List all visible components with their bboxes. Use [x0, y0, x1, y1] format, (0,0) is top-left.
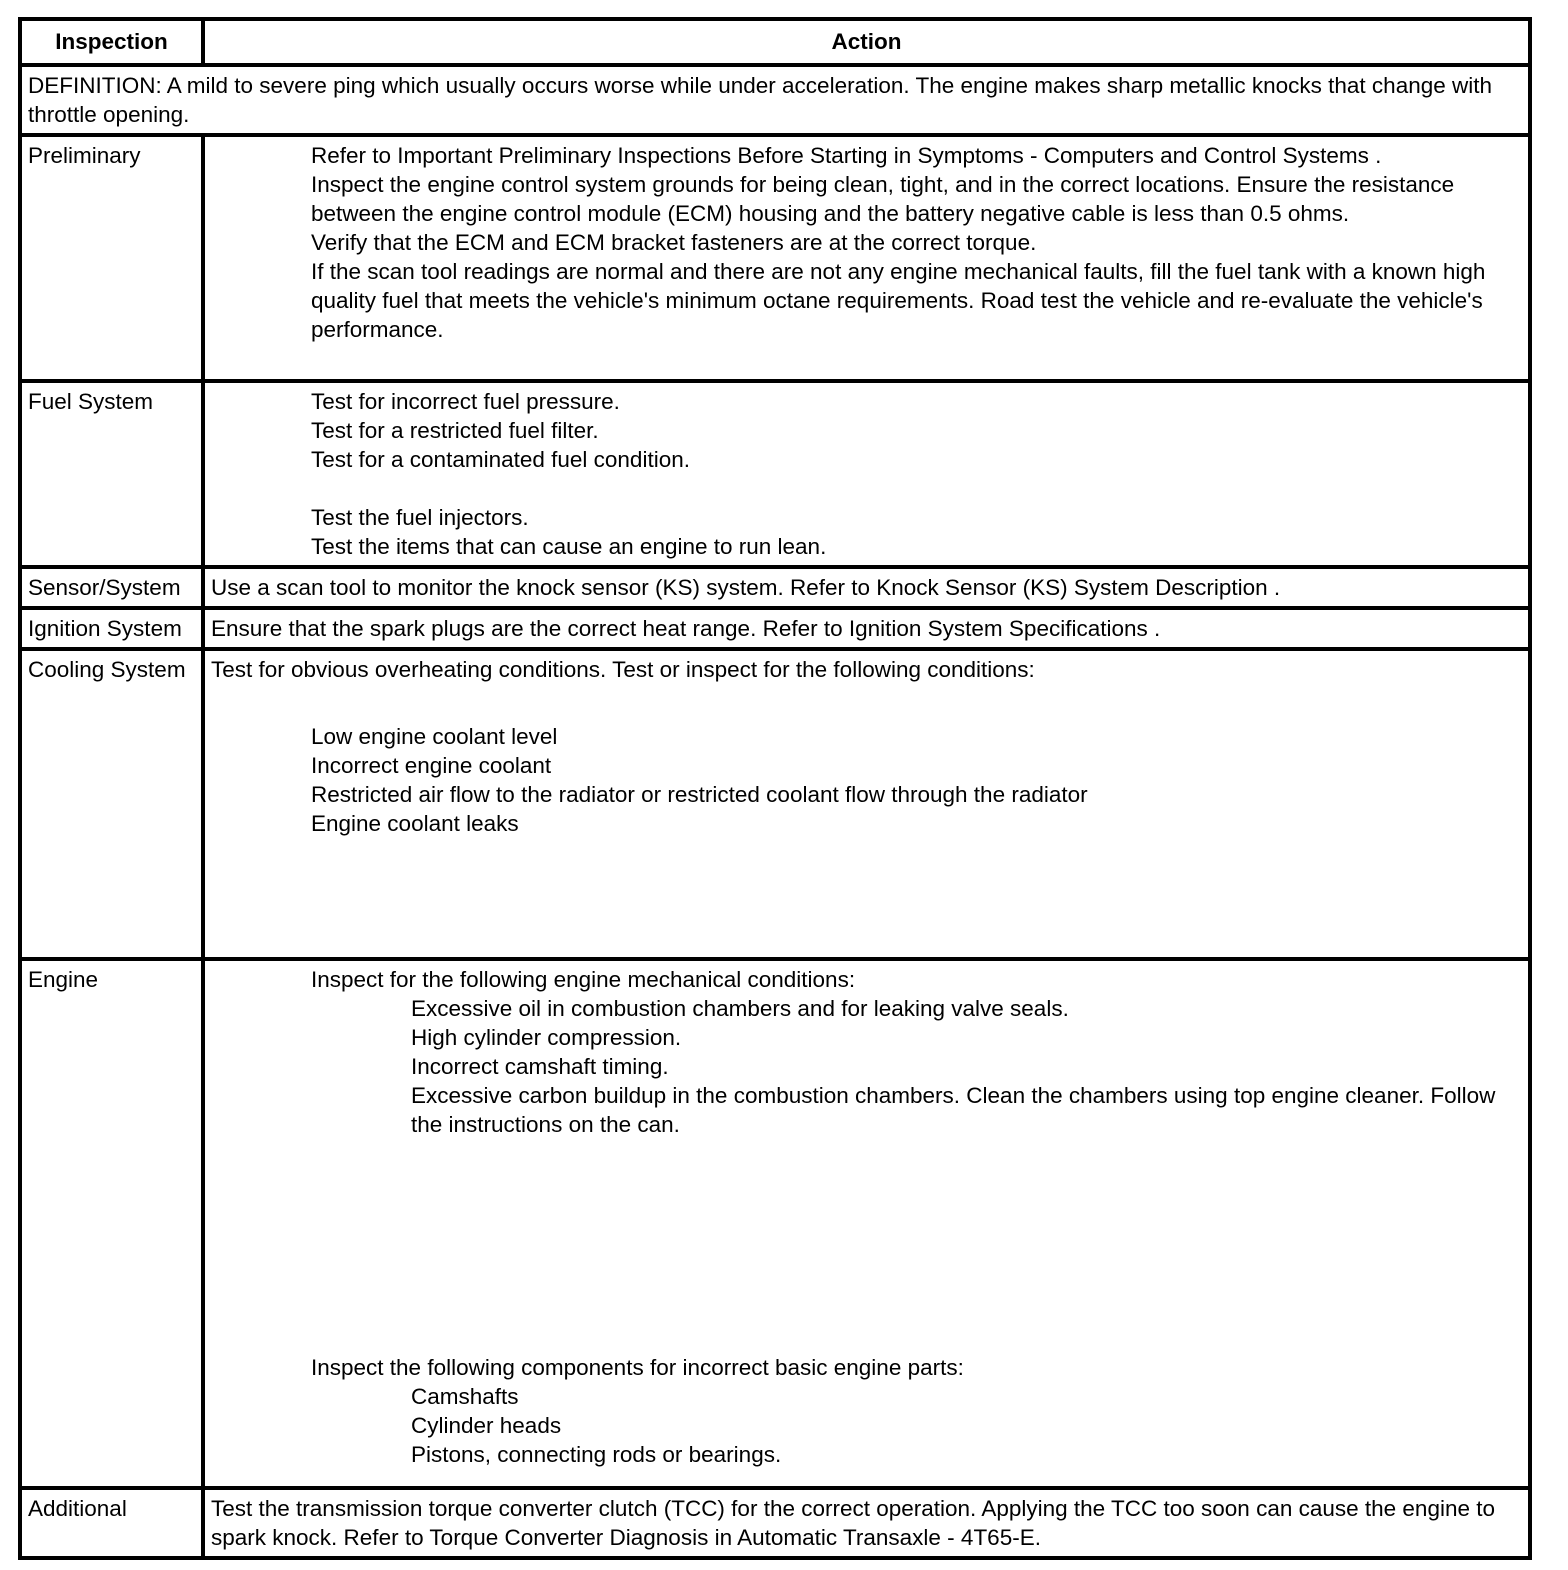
sensor-action: Use a scan tool to monitor the knock sensor (KS) system. Refer to Knock Sensor (KS) System Description . [203, 567, 1530, 608]
definition-text: DEFINITION: A mild to severe ping which usually occurs worse while under acceleration. The engine makes sharp metallic knocks that change with throttle opening. [20, 65, 1530, 135]
preliminary-action [203, 135, 1530, 381]
cooling-action [203, 649, 1530, 959]
engine-mech-item: Incorrect camshaft timing. [411, 1054, 669, 1079]
cooling-line: Restricted air flow to the radiator or restricted coolant flow through the radiator [311, 782, 1088, 807]
cooling-label: Cooling System [20, 649, 203, 959]
engine-label: Engine [20, 959, 203, 1488]
fuel-action [203, 381, 1530, 567]
table-row [20, 959, 1530, 1488]
ignition-action: Ensure that the spark plugs are the correct heat range. Refer to Ignition System Specifications . [203, 608, 1530, 649]
table-row [20, 381, 1530, 567]
engine-parts-item: Camshafts [411, 1384, 519, 1409]
engine-parts-item: Pistons, connecting rods or bearings. [411, 1442, 782, 1467]
table-row [20, 1488, 1530, 1558]
preliminary-line: Inspect the engine control system grounds for being clean, tight, and in the correct locations. Ensure the resistance between the engine control module (ECM) housing and the battery negative cable is less than 0.5 ohms. [311, 172, 1455, 226]
sensor-label: Sensor/System [20, 567, 203, 608]
inspection-header: Inspection [20, 19, 203, 65]
cooling-line: Engine coolant leaks [311, 811, 519, 836]
table-row [20, 608, 1530, 649]
preliminary-line: If the scan tool readings are normal and there are not any engine mechanical faults, fill the fuel tank with a known high quality fuel that meets the vehicle's minimum octane requirements. Road test the vehicle and re-evaluate the vehicle's performance. [311, 259, 1486, 342]
preliminary-line: Refer to Important Preliminary Inspections Before Starting in Symptoms - Computers and Control Systems . [311, 143, 1382, 168]
fuel-line: Test for a contaminated fuel condition. [311, 447, 690, 472]
engine-mech-intro: Inspect for the following engine mechanical conditions: [311, 967, 856, 992]
table-row [20, 567, 1530, 608]
fuel-label: Fuel System [20, 381, 203, 567]
additional-action: Test the transmission torque converter clutch (TCC) for the correct operation. Applying the TCC too soon can cause the engine to spark knock. Refer to Torque Converter Diagnosis in Automatic Transaxle - 4T65-E. [203, 1488, 1530, 1558]
diagnostic-table [18, 17, 1532, 1560]
engine-parts-item: Cylinder heads [411, 1413, 562, 1438]
fuel-line: Test the fuel injectors. [311, 505, 529, 530]
action-header: Action [203, 19, 1530, 65]
header-row [20, 19, 1530, 65]
engine-parts-intro: Inspect the following components for incorrect basic engine parts: [311, 1355, 964, 1380]
cooling-intro: Test for obvious overheating conditions. Test or inspect for the following conditions: [211, 657, 1035, 682]
fuel-line: Test for incorrect fuel pressure. [311, 389, 620, 414]
engine-mech-item: Excessive carbon buildup in the combustion chambers. Clean the chambers using top engine cleaner. Follow the instructions on the can. [411, 1083, 1496, 1137]
engine-action [203, 959, 1530, 1488]
definition-row [20, 65, 1530, 135]
additional-label: Additional [20, 1488, 203, 1558]
ignition-label: Ignition System [20, 608, 203, 649]
engine-mech-item: High cylinder compression. [411, 1025, 682, 1050]
fuel-line: Test the items that can cause an engine to run lean. [311, 534, 827, 559]
preliminary-label: Preliminary [20, 135, 203, 381]
table-row [20, 135, 1530, 381]
engine-mech-item: Excessive oil in combustion chambers and for leaking valve seals. [411, 996, 1069, 1021]
cooling-line: Low engine coolant level [311, 724, 558, 749]
preliminary-line: Verify that the ECM and ECM bracket fasteners are at the correct torque. [311, 230, 1037, 255]
table-row [20, 649, 1530, 959]
cooling-line: Incorrect engine coolant [311, 753, 552, 778]
fuel-line: Test for a restricted fuel filter. [311, 418, 599, 443]
